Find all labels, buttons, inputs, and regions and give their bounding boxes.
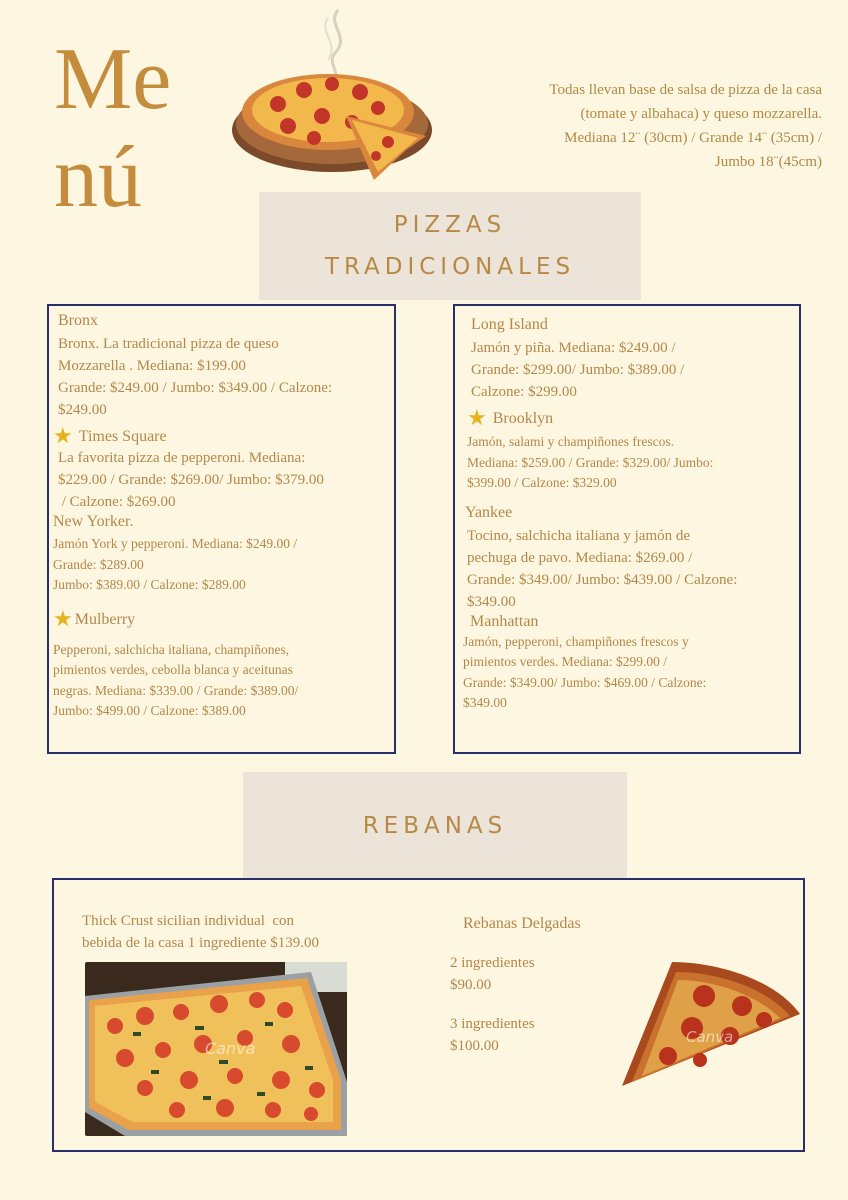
item-name: Long Island — [471, 316, 548, 333]
desc-line: Pepperoni, salchicha italiana, champiñones, — [53, 641, 290, 657]
desc-line: Grande: $349.00/ Jumbo: $439.00 / Calzone: — [467, 571, 738, 588]
intro-line: Jumbo 18¨(45cm) — [714, 154, 822, 170]
item-name: Bronx — [58, 312, 98, 329]
desc-line: Jamón York y pepperoni. Mediana: $249.00 / — [53, 536, 298, 551]
item-desc — [53, 640, 393, 722]
item-desc — [463, 632, 799, 714]
desc-line: Mediana: $259.00 / Grande: $329.00/ Jumbo: — [467, 454, 714, 470]
desc-line: pechuga de pavo. Mediana: $269.00 / — [467, 549, 693, 566]
item-name: Mulberry — [74, 610, 136, 628]
pizza-slice-photo — [614, 958, 804, 1092]
option-price: $90.00 — [450, 977, 492, 993]
item-desc — [53, 534, 393, 596]
desc-line: $229.00 / Grande: $269.00/ Jumbo: $379.00 — [58, 472, 324, 488]
desc-line: Mozzarella . Mediana: $199.00 — [58, 358, 246, 374]
item-desc — [53, 447, 393, 513]
desc-line: $249.00 — [58, 402, 107, 418]
thick-crust-line2: bebida de la casa 1 ingrediente $139.00 — [82, 935, 319, 951]
menu-item-times-square — [53, 424, 393, 513]
item-desc — [58, 333, 393, 421]
desc-line: Grande: $349.00/ Jumbo: $469.00 / Calzone: — [463, 674, 707, 690]
desc-line: Jamón, pepperoni, champiñones frescos y — [463, 633, 689, 649]
menu-item-new-yorker — [53, 513, 393, 596]
pizza-illustration — [228, 4, 448, 190]
intro-line: (tomate y albahaca) y queso mozzarella. — [580, 106, 822, 122]
item-desc — [467, 432, 799, 494]
item-name-row — [467, 406, 799, 431]
rebanas-banner — [243, 772, 627, 880]
desc-line: $349.00 — [467, 593, 516, 610]
menu-item-yankee — [463, 504, 799, 613]
menu-item-mulberry — [53, 606, 393, 722]
item-name: Times Square — [78, 428, 167, 445]
desc-line: Grande: $249.00 / Jumbo: $349.00 / Calzone: — [58, 380, 333, 396]
menu-title-line2: nú — [54, 129, 142, 226]
rebanas-delgadas-title: Rebanas Delgadas — [463, 915, 581, 932]
menu-title-line1: Me — [54, 31, 172, 128]
desc-line: Grande: $299.00/ Jumbo: $389.00 / — [471, 362, 685, 378]
star-icon: ★ — [467, 406, 487, 431]
option-label: 3 ingredientes — [450, 1016, 535, 1032]
watermark-text: Canva — [205, 1039, 256, 1058]
rebanas-option-2 — [450, 952, 535, 996]
star-icon: ★ — [53, 424, 73, 449]
item-name: Manhattan — [470, 612, 539, 630]
desc-line: / Calzone: $269.00 — [58, 494, 176, 510]
desc-line: pimientos verdes. Mediana: $299.00 / — [463, 654, 667, 669]
desc-line: Jumbo: $499.00 / Calzone: $389.00 — [53, 703, 246, 718]
thick-crust-item — [82, 910, 382, 954]
desc-line: $349.00 — [463, 695, 507, 710]
rebanas-option-3 — [450, 1013, 535, 1057]
menu-title — [54, 31, 172, 226]
desc-line: $399.00 / Calzone: $329.00 — [467, 475, 617, 490]
desc-line: Tocino, salchicha italiana y jamón de — [467, 527, 691, 544]
watermark-text: Canva — [686, 1028, 734, 1046]
menu-intro — [462, 78, 822, 174]
banner-line2: TRADICIONALES — [324, 254, 576, 280]
desc-line: negras. Mediana: $339.00 / Grande: $389.00/ — [53, 682, 299, 698]
thick-crust-line1: Thick Crust sicilian individual con — [82, 913, 295, 929]
sicilian-pizza-photo — [85, 962, 347, 1136]
desc-line: Jumbo: $389.00 / Calzone: $289.00 — [53, 577, 246, 592]
banner-line1: PIZZAS — [393, 212, 507, 238]
item-name: Yankee — [465, 503, 513, 521]
item-name-row — [53, 424, 393, 449]
desc-line: Jamón y piña. Mediana: $249.00 / — [471, 340, 676, 356]
intro-line: Mediana 12¨ (30cm) / Grande 14¨ (35cm) / — [564, 130, 822, 146]
desc-line: pimientos verdes, cebolla blanca y aceitunas — [53, 662, 293, 677]
item-name: New Yorker. — [53, 513, 134, 530]
desc-line: Jamón, salami y champiñones frescos. — [467, 434, 674, 449]
item-desc — [465, 525, 799, 613]
star-icon: ★ — [53, 606, 73, 632]
item-desc — [471, 337, 799, 403]
desc-line: La favorita pizza de pepperoni. Mediana: — [58, 450, 306, 466]
item-name-row — [53, 606, 393, 632]
desc-line: Grande: $289.00 — [53, 556, 144, 572]
desc-line: Bronx. La tradicional pizza de queso — [58, 336, 279, 352]
left-menu-items — [53, 312, 393, 722]
menu-item-long-island — [463, 316, 799, 403]
tradicionales-banner — [259, 192, 641, 300]
intro-line: Todas llevan base de salsa de pizza de la casa — [549, 82, 822, 98]
menu-item-bronx — [53, 312, 393, 421]
option-price: $100.00 — [450, 1038, 499, 1054]
item-name: Brooklyn — [492, 410, 554, 427]
right-menu-items — [463, 316, 799, 714]
desc-line: Calzone: $299.00 — [471, 384, 577, 400]
menu-item-manhattan — [463, 613, 799, 714]
rebanas-banner-text: REBANAS — [362, 813, 508, 839]
option-label: 2 ingredientes — [450, 955, 535, 971]
menu-item-brooklyn — [463, 406, 799, 494]
